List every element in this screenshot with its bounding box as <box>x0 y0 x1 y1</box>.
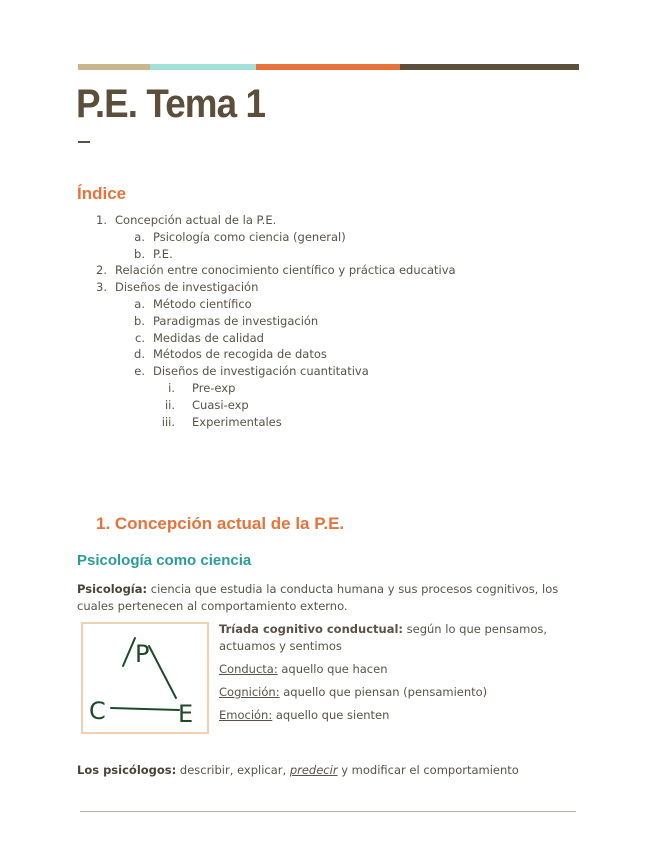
toc-item-number: b. <box>134 246 145 261</box>
toc-item-label: Pre-exp <box>192 380 236 395</box>
emocion-term: Emoción: <box>219 708 273 722</box>
triad-definition: según lo que pensamos, actuamos y sentimos <box>219 622 548 653</box>
conducta-paragraph <box>219 661 569 678</box>
section-heading-1: 1. Concepción actual de la P.E. <box>96 514 345 533</box>
toc-item-number: 3. <box>96 280 107 295</box>
toc-item-number: ii. <box>164 397 175 412</box>
psicologos-text-before: describir, explicar, <box>176 763 290 777</box>
toc-item-number: i. <box>168 380 175 395</box>
psicologos-paragraph <box>77 762 577 779</box>
cognicion-paragraph <box>219 684 569 701</box>
color-bar-segment-tan <box>78 64 150 70</box>
index-heading: Índice <box>77 184 127 203</box>
diagram-letter-e: E <box>178 700 194 728</box>
handwritten-triangle-icon <box>83 624 207 732</box>
toc-item-number: e. <box>134 364 145 379</box>
header-color-bar <box>78 64 579 70</box>
conducta-definition: aquello que hacen <box>277 662 388 676</box>
triad-term: Tríada cognitivo conductual: <box>219 622 403 636</box>
toc-item-number: d. <box>134 347 145 362</box>
cognicion-definition: aquello que piensan (pensamiento) <box>279 685 488 699</box>
subsection-heading: Psicología como ciencia <box>77 552 252 569</box>
diagram-letter-c: C <box>89 697 106 725</box>
toc-item-number: 1. <box>96 213 107 227</box>
toc-item-label: Psicología como ciencia (general) <box>153 229 346 244</box>
conducta-term: Conducta: <box>219 662 278 676</box>
toc-item-number: b. <box>134 313 145 328</box>
toc-item-number: 2. <box>96 263 107 278</box>
cognicion-term: Cognición: <box>219 685 280 699</box>
toc-item-label: Paradigmas de investigación <box>153 313 319 328</box>
psicologos-text-after: y modificar el comportamiento <box>337 763 519 777</box>
toc-item-number: a. <box>134 229 145 244</box>
toc-item-number: a. <box>134 296 145 311</box>
color-bar-segment-teal <box>150 64 256 70</box>
toc-item-label: Diseños de investigación <box>115 280 259 295</box>
color-bar-segment-brown <box>400 64 579 70</box>
toc-item-label: Concepción actual de la P.E. <box>115 213 277 227</box>
predecir-term: predecir <box>289 763 338 777</box>
toc-item-number: iii. <box>161 414 175 429</box>
pce-triangle-diagram <box>81 622 209 734</box>
page-footer-line <box>80 811 576 812</box>
psicologia-definition: ciencia que estudia la conducta humana y sus procesos cognitivos, los cuales pertenecen al comportamiento externo. <box>77 582 559 613</box>
color-bar-segment-orange <box>256 64 400 70</box>
toc-item-label: Métodos de recogida de datos <box>153 347 327 362</box>
triad-paragraph <box>219 621 569 654</box>
psicologos-term: Los psicólogos: <box>77 763 177 777</box>
toc-item-label: Experimentales <box>192 414 282 429</box>
document-title: P.E. Tema 1 <box>76 82 266 126</box>
psicologia-term: Psicología: <box>77 582 148 596</box>
toc-item-label: Método científico <box>153 296 252 311</box>
toc-item-label: Diseños de investigación cuantitativa <box>153 364 369 379</box>
toc-item-label: Medidas de calidad <box>153 330 264 345</box>
psicologia-paragraph <box>77 581 577 614</box>
toc-item-label: Cuasi-exp <box>192 397 249 412</box>
title-underline-dash <box>78 141 90 143</box>
toc-item-label: P.E. <box>153 246 173 261</box>
toc-item-label: Relación entre conocimiento científico y práctica educativa <box>115 263 456 278</box>
emocion-definition: aquello que sienten <box>272 708 390 722</box>
diagram-letter-p: P <box>135 640 150 668</box>
emocion-paragraph <box>219 707 569 724</box>
toc-item-number: c. <box>135 330 145 345</box>
